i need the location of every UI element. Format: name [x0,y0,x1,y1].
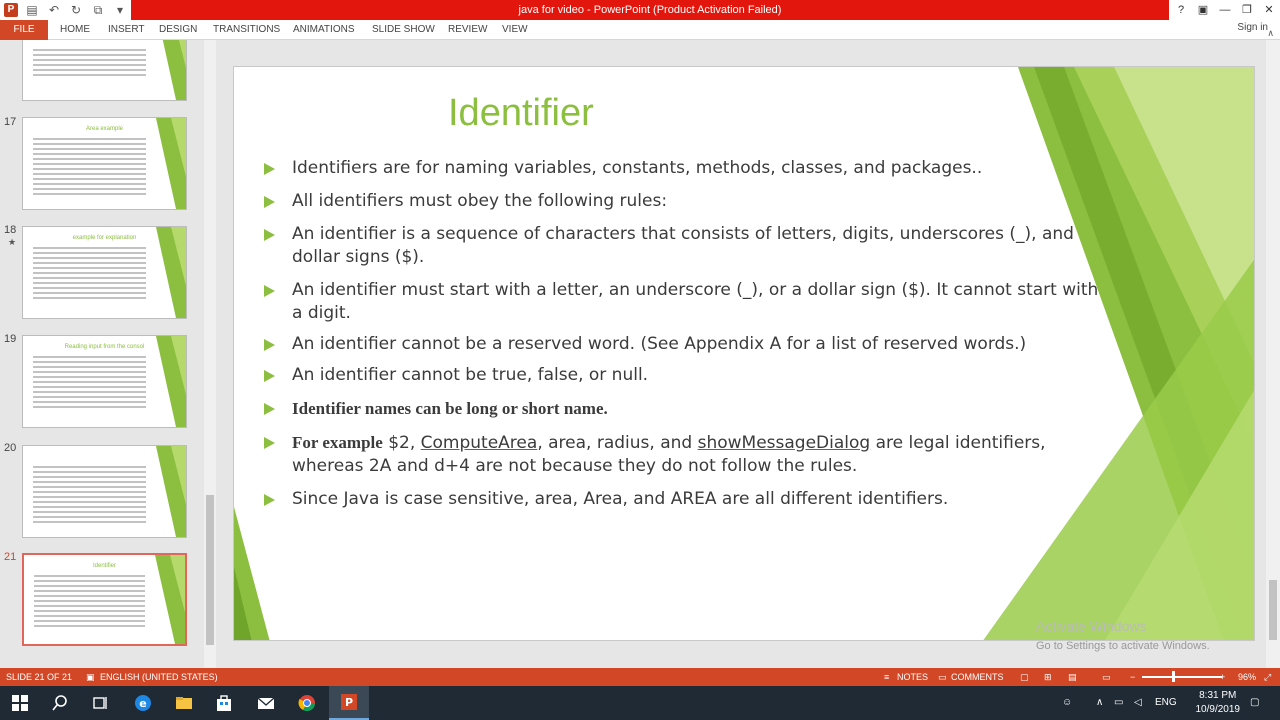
bullet-arrow-icon [264,196,275,208]
clock-time: 8:31 PM [1199,690,1237,701]
slide-thumbnail-selected[interactable] [22,553,187,646]
thumbnail-title: Reading input from the consol [64,344,145,350]
close-button[interactable]: ✕ [1264,4,1274,16]
thumbnail-number: 20 [4,442,17,454]
thumbnail-title: example for explanation [72,235,137,241]
bullet-arrow-icon [264,403,275,415]
mail-taskbar-button[interactable] [246,686,286,720]
start-from-beginning-icon[interactable]: ⧉ [93,3,103,17]
bullet-item: An identifier cannot be a reserved word. (See Appendix A for a list of reserved words.) [264,333,1104,356]
task-view-icon [91,694,109,712]
edge-taskbar-button[interactable] [123,686,163,720]
window-controls [1170,0,1280,20]
bullet-arrow-icon [264,494,275,506]
store-taskbar-button[interactable] [204,686,244,720]
tab-view[interactable]: VIEW [502,24,528,35]
action-center-icon[interactable]: ▢ [1250,697,1260,708]
thumbnail-number: 19 [4,333,17,345]
windows-logo-icon [11,694,29,712]
thumbnail-number: 21 [4,551,17,563]
bullet-arrow-icon [264,163,275,175]
folder-icon [175,694,193,712]
quick-access-toolbar [0,0,128,20]
bullet-arrow-icon [264,285,275,297]
tab-file[interactable]: FILE [0,20,48,40]
bullet-arrow-icon [264,339,275,351]
slide-thumbnail[interactable] [22,226,187,319]
tab-transitions[interactable]: TRANSITIONS [213,24,281,35]
slide-thumbnail-pane [0,40,217,668]
tab-review[interactable]: REVIEW [448,24,488,35]
sign-in-link[interactable]: Sign in [1237,22,1268,33]
slide-canvas[interactable] [233,66,1255,641]
zoom-slider-track[interactable] [1142,676,1222,678]
activation-watermark-subtext: Go to Settings to activate Windows. [1036,640,1210,652]
slide-sorter-icon[interactable]: ⊞ [1044,672,1052,682]
file-explorer-taskbar-button[interactable] [164,686,204,720]
tab-home[interactable]: HOME [60,24,90,35]
slide-content-placeholder[interactable] [264,157,1104,511]
input-language[interactable]: ENG [1155,697,1177,708]
save-icon[interactable]: ▤ [26,3,38,17]
bullet-arrow-icon [264,370,275,382]
search-button[interactable] [40,686,80,720]
bullet-item: An identifier cannot be true, false, or null. [264,364,1104,387]
tab-animations[interactable]: ANIMATIONS [293,24,355,35]
thumbnail-title: Area example [85,126,124,132]
start-button[interactable] [0,686,40,720]
scrollbar-thumb[interactable] [1269,580,1277,640]
bullet-arrow-icon [264,229,275,241]
powerpoint-logo-icon: P [4,3,18,17]
slide-title[interactable]: Identifier [448,92,594,134]
slide-thumbnail[interactable] [22,335,187,428]
task-view-button[interactable] [80,686,120,720]
people-icon[interactable]: ☺ [1062,697,1073,708]
window-title: java for video - PowerPoint (Product Activation Failed) [131,0,1169,20]
slideshow-view-icon[interactable]: ▭ [1102,672,1111,682]
thumbnail-title: Identifier [92,563,116,569]
undo-icon[interactable]: ↶ [48,3,60,17]
redo-icon[interactable]: ↻ [70,3,82,17]
tab-slide-show[interactable]: SLIDE SHOW [372,24,435,35]
chrome-taskbar-button[interactable] [287,686,327,720]
bullet-item: All identifiers must obey the following rules: [264,190,1104,213]
fit-slide-icon[interactable]: ⤢ [1264,672,1272,682]
volume-icon[interactable]: ◁ [1134,697,1142,708]
bullet-item: Identifier names can be long or short name. [264,397,1104,421]
ribbon-tabs [0,20,1280,40]
tab-insert[interactable]: INSERT [108,24,145,35]
mail-icon [257,694,275,712]
store-bag-icon [215,694,233,712]
thumbnail-number: 18 [4,224,17,236]
bullet-item: An identifier is a sequence of characters that consists of letters, digits, underscores (_), and dollar signs ($). [264,223,1104,269]
slide-counter: SLIDE 21 OF 21 [6,672,73,682]
title-bar [0,0,1280,20]
chrome-icon [298,694,316,712]
zoom-in-button[interactable]: + [1220,672,1226,682]
comments-button[interactable]: COMMENTS [951,672,1004,682]
powerpoint-icon [340,693,358,711]
bullet-item: For example $2, ComputeArea, area, radius, and showMessageDialog are legal identifiers, whereas 2A and d+4 are not because they do not follow the rules. [264,431,1104,478]
zoom-slider-knob[interactable] [1172,671,1175,682]
svg-text:e: e [139,697,147,710]
slide-scrollbar[interactable] [1266,40,1280,668]
collapse-ribbon-icon[interactable]: ∧ [1267,28,1274,38]
tab-design[interactable]: DESIGN [159,24,198,35]
powerpoint-taskbar-button[interactable] [329,686,369,720]
bullet-item: Identifiers are for naming variables, constants, methods, classes, and packages.. [264,157,1104,180]
thumbnail-scrollbar[interactable] [204,40,216,668]
slide-thumbnail[interactable] [22,445,187,538]
taskbar-clock[interactable] [1196,689,1241,717]
bullet-item: Since Java is case sensitive, area, Area, and AREA are all different identifiers. [264,488,1104,511]
notes-button[interactable]: NOTES [897,672,929,682]
network-icon[interactable]: ▭ [1114,697,1124,708]
restore-button[interactable]: ❐ [1242,4,1252,16]
zoom-out-button[interactable]: − [1130,672,1136,682]
slide-thumbnail[interactable] [22,117,187,210]
show-hidden-icons-icon[interactable]: ∧ [1096,697,1104,708]
clock-date: 10/9/2019 [1195,704,1240,715]
spellcheck-icon[interactable]: ▣ [86,672,95,682]
scrollbar-thumb[interactable] [206,495,214,645]
minimize-button[interactable]: — [1219,4,1231,16]
bullet-arrow-icon [264,437,275,449]
zoom-level[interactable]: 96% [1238,672,1257,682]
customize-toolbar-icon[interactable]: ▾ [116,3,124,17]
normal-view-icon[interactable]: ▢ [1020,672,1029,682]
language-indicator[interactable]: ENGLISH (UNITED STATES) [100,672,218,682]
reading-view-icon[interactable]: ▤ [1068,672,1077,682]
slide-thumbnail[interactable] [22,40,187,101]
animation-star-icon: ★ [8,237,17,247]
search-icon [51,694,69,712]
activation-watermark: Activate Windows [1036,618,1147,634]
ribbon-display-button[interactable]: ▣ [1197,4,1209,16]
edge-browser-icon [134,694,152,712]
status-bar [0,668,1280,686]
windows-taskbar [0,686,1280,720]
comments-icon[interactable]: ▭ [938,672,947,682]
notes-icon[interactable]: ≡ [884,672,890,682]
svg-text:P: P [344,696,354,709]
bullet-item: An identifier must start with a letter, an underscore (_), or a dollar sign ($). It cannot start with a digit. [264,279,1104,325]
help-button[interactable]: ? [1177,4,1185,16]
thumbnail-number: 17 [4,116,17,128]
